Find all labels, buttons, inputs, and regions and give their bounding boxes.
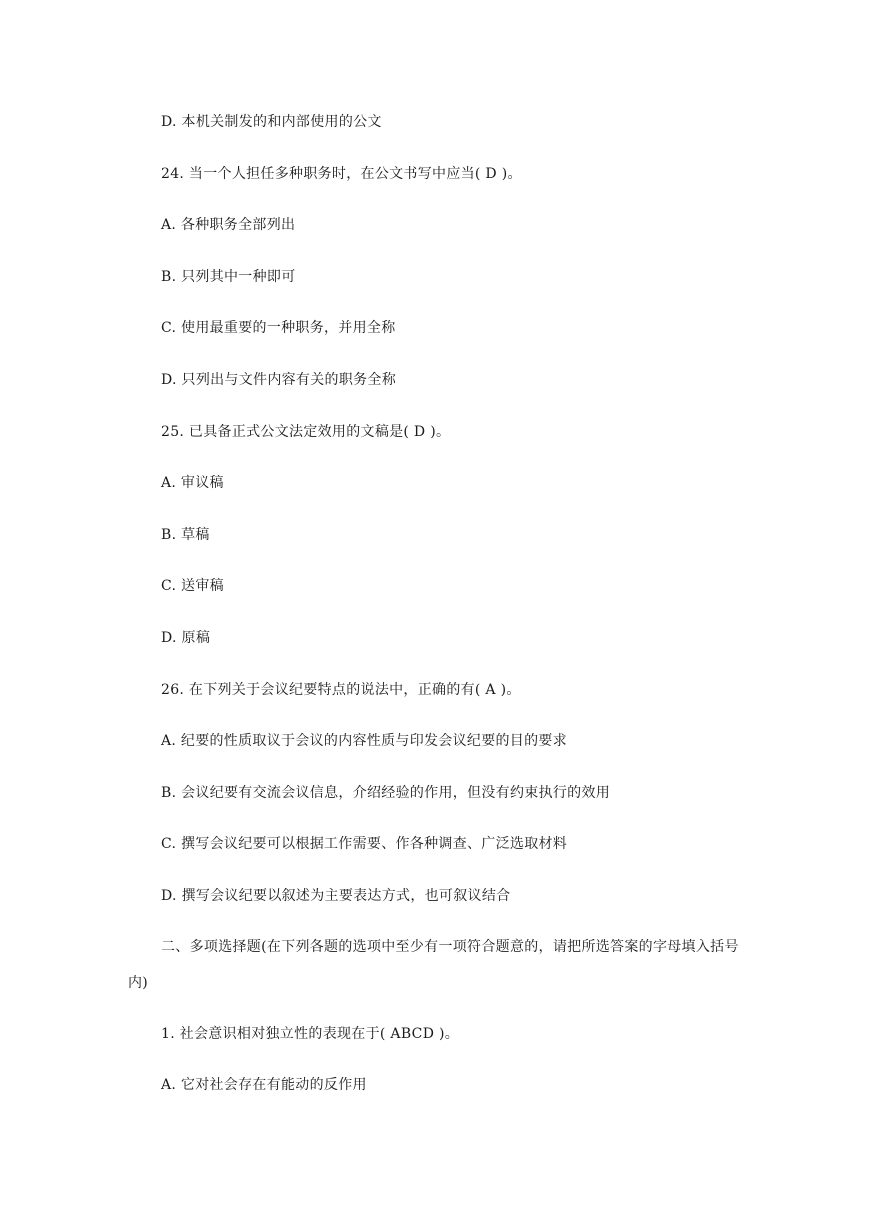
option-a-q24: A. 各种职务全部列出 [161, 217, 296, 233]
option-d-q26: D. 撰写会议纪要以叙述为主要表达方式，也可叙议结合 [161, 888, 511, 904]
option-b-q25: B. 草稿 [161, 527, 210, 543]
question-26: 26. 在下列关于会议纪要特点的说法中，正确的有( A )。 [161, 682, 521, 698]
option-b-q26: B. 会议纪要有交流会议信息，介绍经验的作用，但没有约束执行的效用 [161, 785, 611, 801]
option-d-q25: D. 原稿 [161, 630, 211, 646]
option-c-q25: C. 送审稿 [161, 578, 224, 594]
question-25: 25. 已具备正式公文法定效用的文稿是( D )。 [161, 424, 451, 440]
option-c-q26: C. 撰写会议纪要可以根据工作需要、作各种调查、广泛选取材料 [161, 836, 568, 852]
option-a-q26: A. 纪要的性质取议于会议的内容性质与印发会议纪要的目的要求 [161, 733, 568, 749]
option-c-q24: C. 使用最重要的一种职务，并用全称 [161, 320, 396, 336]
option-a-multi-1: A. 它对社会存在有能动的反作用 [161, 1077, 367, 1093]
option-d-q24: D. 只列出与文件内容有关的职务全称 [161, 372, 397, 388]
option-a-q25: A. 审议稿 [161, 475, 224, 491]
question-24: 24. 当一个人担任多种职务时，在公文书写中应当( D )。 [161, 166, 522, 182]
question-multi-1: 1. 社会意识相对独立性的表现在于( ABCD )。 [161, 1026, 460, 1042]
section-heading-multiple-choice: 二、多项选择题(在下列各题的选项中至少有一项符合题意的，请把所选答案的字母填入括号内) [128, 939, 739, 991]
option-b-q24: B. 只列其中一种即可 [161, 269, 296, 285]
option-d-q23: D. 本机关制发的和内部使用的公文 [161, 114, 382, 130]
